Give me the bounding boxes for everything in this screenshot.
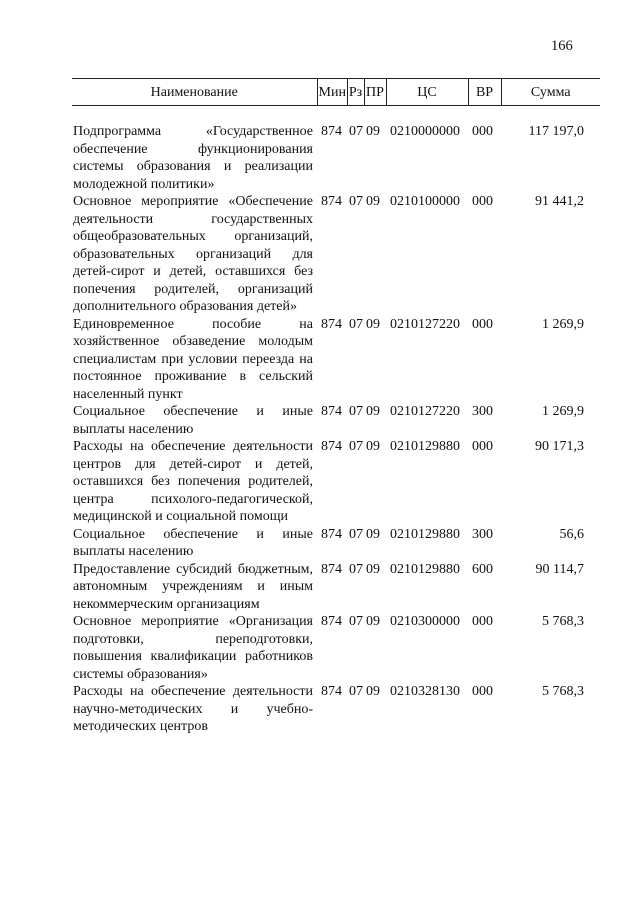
cell-pr: 09 xyxy=(366,194,380,209)
cell-min: 874 xyxy=(321,316,342,332)
table-row xyxy=(72,193,600,316)
cell-name: Подпрограмма «Государственное обеспечение функционирования системы образования и реализации молодежной политики» xyxy=(73,124,313,192)
cell-min: 874 xyxy=(321,439,342,454)
cell-sum: 90 114,7 xyxy=(535,561,584,577)
table-row xyxy=(72,403,600,438)
cell-cs: 0210328130 xyxy=(390,684,460,699)
cell-sum: 5 768,3 xyxy=(542,684,584,699)
cell-sum: 91 441,2 xyxy=(535,194,584,209)
cell-sum: 117 197,0 xyxy=(528,124,584,139)
cell-name: Социальное обеспечение и иные выплаты населению xyxy=(73,526,313,559)
cell-cs: 0210000000 xyxy=(390,124,460,139)
cell-min: 874 xyxy=(321,124,342,139)
cell-vr: 600 xyxy=(472,561,493,577)
cell-rz: 07 xyxy=(349,614,363,629)
header-min: Мин xyxy=(317,79,347,106)
cell-sum: 56,6 xyxy=(559,526,584,542)
cell-sum: 1 269,9 xyxy=(542,316,584,332)
cell-min: 874 xyxy=(321,194,342,209)
cell-pr: 09 xyxy=(366,614,380,629)
cell-min: 874 xyxy=(321,684,342,699)
table-row xyxy=(72,613,600,683)
table-row xyxy=(72,526,600,561)
cell-cs: 0210127220 xyxy=(390,404,460,419)
cell-vr: 000 xyxy=(472,439,493,454)
cell-pr: 09 xyxy=(366,404,380,419)
header-pr: ПР xyxy=(364,79,386,106)
header-name: Наименование xyxy=(72,79,317,106)
table-row xyxy=(72,438,600,526)
cell-name: Социальное обеспечение и иные выплаты населению xyxy=(73,404,313,437)
cell-cs: 0210129880 xyxy=(390,561,460,577)
header-cs: ЦС xyxy=(386,79,468,106)
cell-pr: 09 xyxy=(366,561,380,577)
header-vr: ВР xyxy=(468,79,501,106)
cell-name: Предоставление субсидий бюджетным, автономным учреждениям и иным некоммерческим организациям xyxy=(73,561,313,612)
cell-vr: 300 xyxy=(472,526,493,542)
cell-pr: 09 xyxy=(366,526,380,542)
budget-table xyxy=(72,78,600,736)
cell-sum: 90 171,3 xyxy=(535,439,584,454)
table-header-row xyxy=(72,79,600,106)
cell-vr: 000 xyxy=(472,124,493,139)
cell-min: 874 xyxy=(321,614,342,629)
cell-cs: 0210127220 xyxy=(390,316,460,332)
cell-pr: 09 xyxy=(366,124,380,139)
cell-rz: 07 xyxy=(349,124,363,139)
cell-sum: 1 269,9 xyxy=(542,404,584,419)
cell-rz: 07 xyxy=(349,561,363,577)
cell-pr: 09 xyxy=(366,684,380,699)
table-body xyxy=(72,106,600,736)
cell-vr: 000 xyxy=(472,316,493,332)
table-row xyxy=(72,683,600,736)
header-sum: Сумма xyxy=(501,79,600,106)
cell-vr: 000 xyxy=(472,194,493,209)
cell-pr: 09 xyxy=(366,316,380,332)
cell-rz: 07 xyxy=(349,684,363,699)
cell-name: Основное мероприятие «Обеспечение деятельности государственных общеобразовательных организаций, образовательных организаций для детей-сирот и детей, оставшихся без попечения родителей, организаций дополнительного образования детей» xyxy=(73,194,313,314)
cell-vr: 300 xyxy=(472,404,493,419)
table-row xyxy=(72,561,600,614)
cell-cs: 0210129880 xyxy=(390,439,460,454)
cell-cs: 0210300000 xyxy=(390,614,460,629)
cell-name: Расходы на обеспечение деятельности научно-методических и учебно-методических центров xyxy=(73,684,313,734)
table-row xyxy=(72,316,600,404)
cell-sum: 5 768,3 xyxy=(542,614,584,629)
cell-name: Единовременное пособие на хозяйственное обзаведение молодым специалистам при условии переезда на постоянное проживание в сельский населенный пункт xyxy=(73,316,313,402)
cell-vr: 000 xyxy=(472,684,493,699)
cell-cs: 0210100000 xyxy=(390,194,460,209)
cell-vr: 000 xyxy=(472,614,493,629)
cell-min: 874 xyxy=(321,404,342,419)
cell-rz: 07 xyxy=(349,194,363,209)
cell-name: Основное мероприятие «Организация подготовки, переподготовки, повышения квалификации работников системы образования» xyxy=(73,614,313,682)
cell-pr: 09 xyxy=(366,439,380,454)
cell-rz: 07 xyxy=(349,526,363,542)
cell-min: 874 xyxy=(321,561,342,577)
cell-rz: 07 xyxy=(349,439,363,454)
cell-rz: 07 xyxy=(349,404,363,419)
cell-rz: 07 xyxy=(349,316,363,332)
header-rz: Рз xyxy=(347,79,364,106)
table-row xyxy=(72,106,600,194)
cell-name: Расходы на обеспечение деятельности центров для детей-сирот и детей, оставшихся без попечения родителей, центра психолого-педагогической, медицинской и социальной помощи xyxy=(73,439,313,524)
page-number: 166 xyxy=(551,38,573,54)
cell-cs: 0210129880 xyxy=(390,526,460,542)
cell-min: 874 xyxy=(321,526,342,542)
